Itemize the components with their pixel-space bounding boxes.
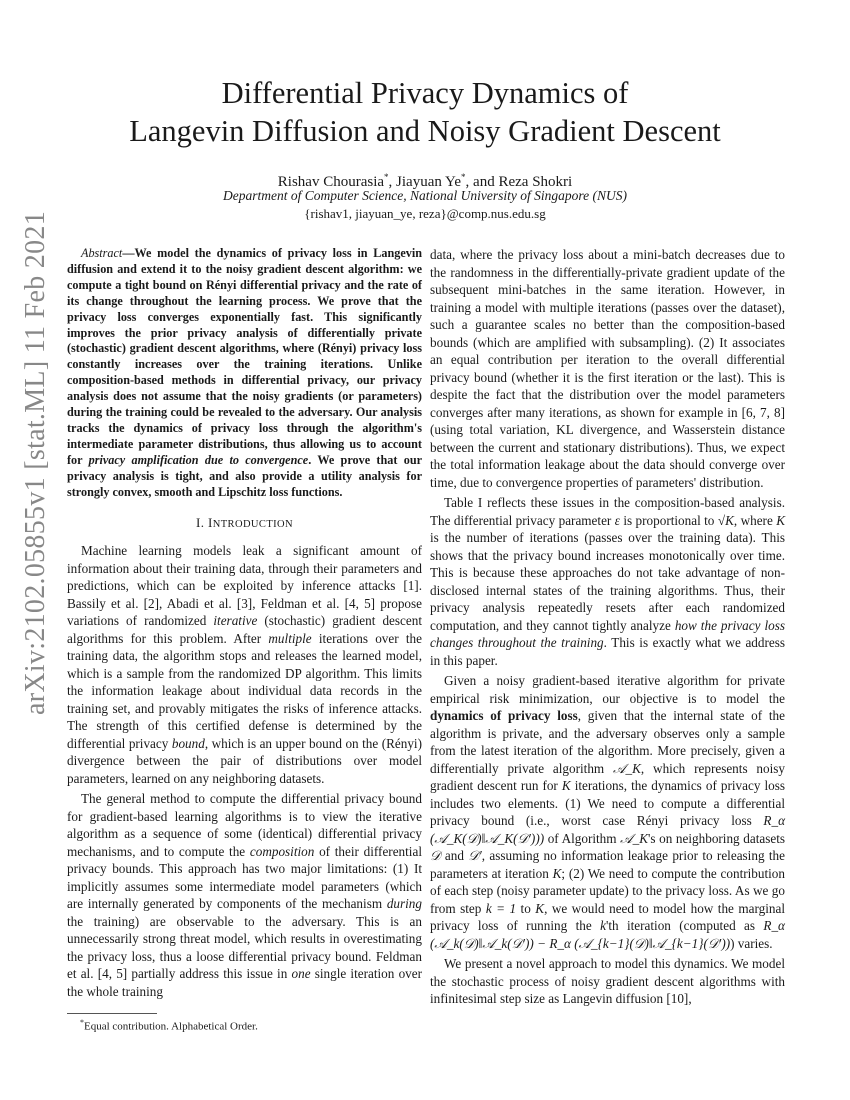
text-run: 's on neighboring datasets — [648, 830, 786, 846]
text-run: of Algorithm — [544, 830, 621, 846]
intro-paragraph-1 — [67, 542, 422, 787]
abstract-emphasis: privacy amplification due to convergence — [88, 452, 309, 467]
author-3: Reza Shokri — [498, 174, 573, 190]
abstract-text-1: We model the dynamics of privacy loss in Langevin diffusion and extend it to the noisy gradient descent algorithm: we compute a tight bound on Rényi differential privacy and the rate of its change throughout the learning process. We prove that the privacy loss converges exponentially fast. This significantly improves the prior privacy analysis of differentially private (stochastic) gradient descent algorithms, where (Rényi) privacy loss constantly increases over the training iterations. Unlike composition-based methods in differential privacy, our privacy analysis does not assume that the noisy gradients (or parameters) during the training could be revealed to the adversary. Our analysis tracks the dynamics of privacy loss through the algorithm's intermediate parameter distributions, thus allowing us to account for — [67, 246, 422, 467]
author-emails: {rishav1, jiayuan_ye, reza}@comp.nus.edu.sg — [304, 206, 546, 221]
emphasis: one — [291, 966, 311, 981]
arxiv-identifier — [16, 210, 56, 716]
text-run: iterations, the dynamics of privacy loss includes two elements. (1) We need to compute a differential privacy bound (i.e., worst case Rényi privacy loss — [430, 778, 785, 828]
right-paragraph-4: We present a novel approach to model this dynamics. We model the stochastic process of noisy gradient descent algorithms with infinitesimal step size as Langevin diffusion [10], — [430, 956, 785, 1006]
abstract — [67, 246, 422, 501]
paper-title — [80, 74, 770, 150]
math: 𝒜_K — [620, 830, 649, 846]
emphasis: bound — [171, 735, 205, 751]
section-heading-introduction — [67, 514, 422, 534]
footnote-mark: * — [80, 1018, 84, 1027]
arxiv-identifier-text: arXiv:2102.05855v1 [stat.ML] 11 Feb 2021 — [20, 210, 51, 716]
text-run: , we would need to model how the marginal privacy loss of running the — [430, 900, 785, 933]
text-run: of their differential privacy bounds. This approach has two major limitations: (1) It implicitly assumes some intermediate model parameters (which are internally generated by components of the mechanism — [67, 843, 422, 911]
section-title-rest: NTRODUCTION — [212, 518, 293, 530]
text-run: (stochastic) gradient descent algorithms for this problem. After — [67, 613, 422, 646]
text-run: Machine learning models leak a significant amount of information about their training data, through their parameters and predictions, which can be exploited by inference attacks [1]. Bassily et al. [2], Abadi et al. [3], Feldman et al. [4, 5] propose variations of randomized — [67, 543, 422, 628]
abstract-lead: Abstract — [81, 246, 123, 260]
text-run: . This is exactly what we address in this paper. — [430, 635, 785, 668]
author-2-mark: * — [461, 172, 466, 182]
title-line-2: Langevin Diffusion and Noisy Gradient Descent — [129, 114, 721, 148]
text-run: ) varies. — [730, 935, 773, 951]
abstract-dash: — — [122, 246, 135, 260]
math: 𝒜_K — [613, 760, 641, 776]
author-separator: , — [388, 174, 397, 190]
math-epsilon: ε — [614, 512, 620, 528]
math: K — [535, 900, 545, 916]
text-run: and — [440, 848, 469, 863]
right-paragraph-1: data, where the privacy loss about a mini-batch decreases due to the randomness in the differentially-private gradient update of the subsequent mini-batches in the same iteration. However, in training a model with multiple iterations (passes over the dataset), such a guarantee scales no better than the composition-based bounds (which are amplified with subsampling). (2) It associates an equal contribution per iteration to the overall differential privacy bound (whether it is the first iteration or the last). This is despite the fact that the distribution over the model parameters converges after many iterations, as shown for example in [6, 7, 8] (using total variation, KL divergence, and Wasserstein distance between the current and stationary distributions). Thus, we expect the total information leakage about the data should converge over time, due to convergence properties of parameters' distribution. — [430, 247, 785, 490]
math: 𝒟′ — [468, 848, 482, 863]
emphasis: composition — [249, 843, 315, 859]
text-run: 'th iteration (computed as — [605, 918, 764, 933]
math-k: K — [776, 512, 785, 528]
math: k = 1 — [485, 900, 517, 916]
math-sqrt-k: √K — [717, 512, 734, 528]
section-number: I. — [196, 514, 209, 530]
emphasis: during — [386, 896, 422, 911]
text-run: is proportional to — [619, 512, 718, 528]
section-title-initial: I — [208, 514, 213, 530]
emphasis: how the privacy loss changes throughout the training — [430, 617, 785, 650]
text-run: , given that the internal state of the algorithm is private, and the adversary observes only a sample from the latest iteration of the algorithm. More precisely, given a differentially private algorithm — [430, 708, 785, 776]
text-run: , where — [733, 512, 777, 528]
text-run: to — [516, 900, 536, 916]
text-run: is the number of iterations (passes over the training data). This shows that the privacy bound increases monotonically over time. This is because these approaches do not take advantage of non-disclosed internal states of the training algorithms. Thus, their privacy analysis repeatedly resets after each randomized computation, and they cannot tightly analyze — [430, 530, 785, 633]
text-run: Given a noisy gradient-based iterative algorithm for private empirical risk minimization, our objective is to model the — [430, 673, 785, 706]
math: k — [600, 918, 606, 933]
footnote-text: Equal contribution. Alphabetical Order. — [84, 1020, 258, 1033]
author-2: Jiayuan Ye — [396, 174, 462, 190]
left-column — [67, 246, 422, 1000]
footnote-rule — [67, 1013, 157, 1014]
intro-paragraph-2 — [67, 790, 422, 1000]
affiliation: Department of Computer Science, National University of Singapore (NUS) — [222, 188, 628, 203]
math: K — [561, 778, 571, 793]
text-run: the training) are observable to the adversary. This is an unnecessarily strong threat model, which results in overestimating the privacy loss, thus a loose differential privacy bound. Feldman et al. [4, 5] partially address this issue in — [67, 913, 422, 981]
right-paragraph-2 — [430, 494, 785, 669]
author-1-mark: * — [384, 172, 389, 182]
text-run: single iteration over the whole training — [67, 966, 422, 999]
text-run: ; (2) We need to compute the contribution of each step (noisy parameter update) to the privacy loss. As we go from step — [430, 865, 785, 916]
author-separator: , and — [465, 174, 499, 190]
text-run: , which is an upper bound on the (Rényi) divergence between the pair of distributions over model parameters, learned on any neighboring datasets. — [67, 735, 422, 786]
right-paragraph-3 — [430, 672, 785, 952]
text-run: iterations over the training data, the algorithm stops and releases the learned model, which is a sample from the randomized DP algorithm. This limits the information leakage about individual data records in the training set, and provably mitigates the risks of inference attacks. The strength of this certified defense is determined by the differential privacy — [67, 630, 422, 751]
author-1: Rishav Chourasia — [277, 174, 385, 190]
math: 𝒟 — [430, 848, 441, 863]
bold-term: dynamics of privacy loss — [430, 708, 578, 723]
emphasis: multiple — [268, 630, 312, 646]
text-run: The general method to compute the differential privacy bound for gradient-based learning algorithms is to view the iterative algorithm as a sequence of some (identical) differential privacy mechanisms, and to compute the — [67, 791, 422, 859]
title-line-1: Differential Privacy Dynamics of — [221, 76, 629, 110]
math: K — [552, 865, 562, 881]
text-run: , assuming no information leakage prior to releasing the parameters at iteration — [430, 848, 786, 881]
text-run: , which represents noisy gradient descent run for — [430, 760, 785, 793]
right-column — [430, 246, 785, 1008]
footnote — [80, 1016, 420, 1034]
text-run: Table I reflects these issues in the composition-based analysis. The differential privacy parameter — [430, 495, 785, 528]
abstract-text-2: . We prove that our privacy analysis is tight, and also provide a utility analysis for strongly convex, smooth and Lipschitz loss functions. — [67, 452, 423, 499]
math: R_α (𝒜_K(𝒟)‖𝒜_K(𝒟′))) — [430, 813, 785, 846]
math: R_α (𝒜_k(𝒟)‖𝒜_k(𝒟′)) − R_α (𝒜_{k−1}(𝒟)‖𝒜_{k−1}(𝒟′)) — [430, 918, 785, 951]
emphasis: iterative — [213, 613, 258, 628]
